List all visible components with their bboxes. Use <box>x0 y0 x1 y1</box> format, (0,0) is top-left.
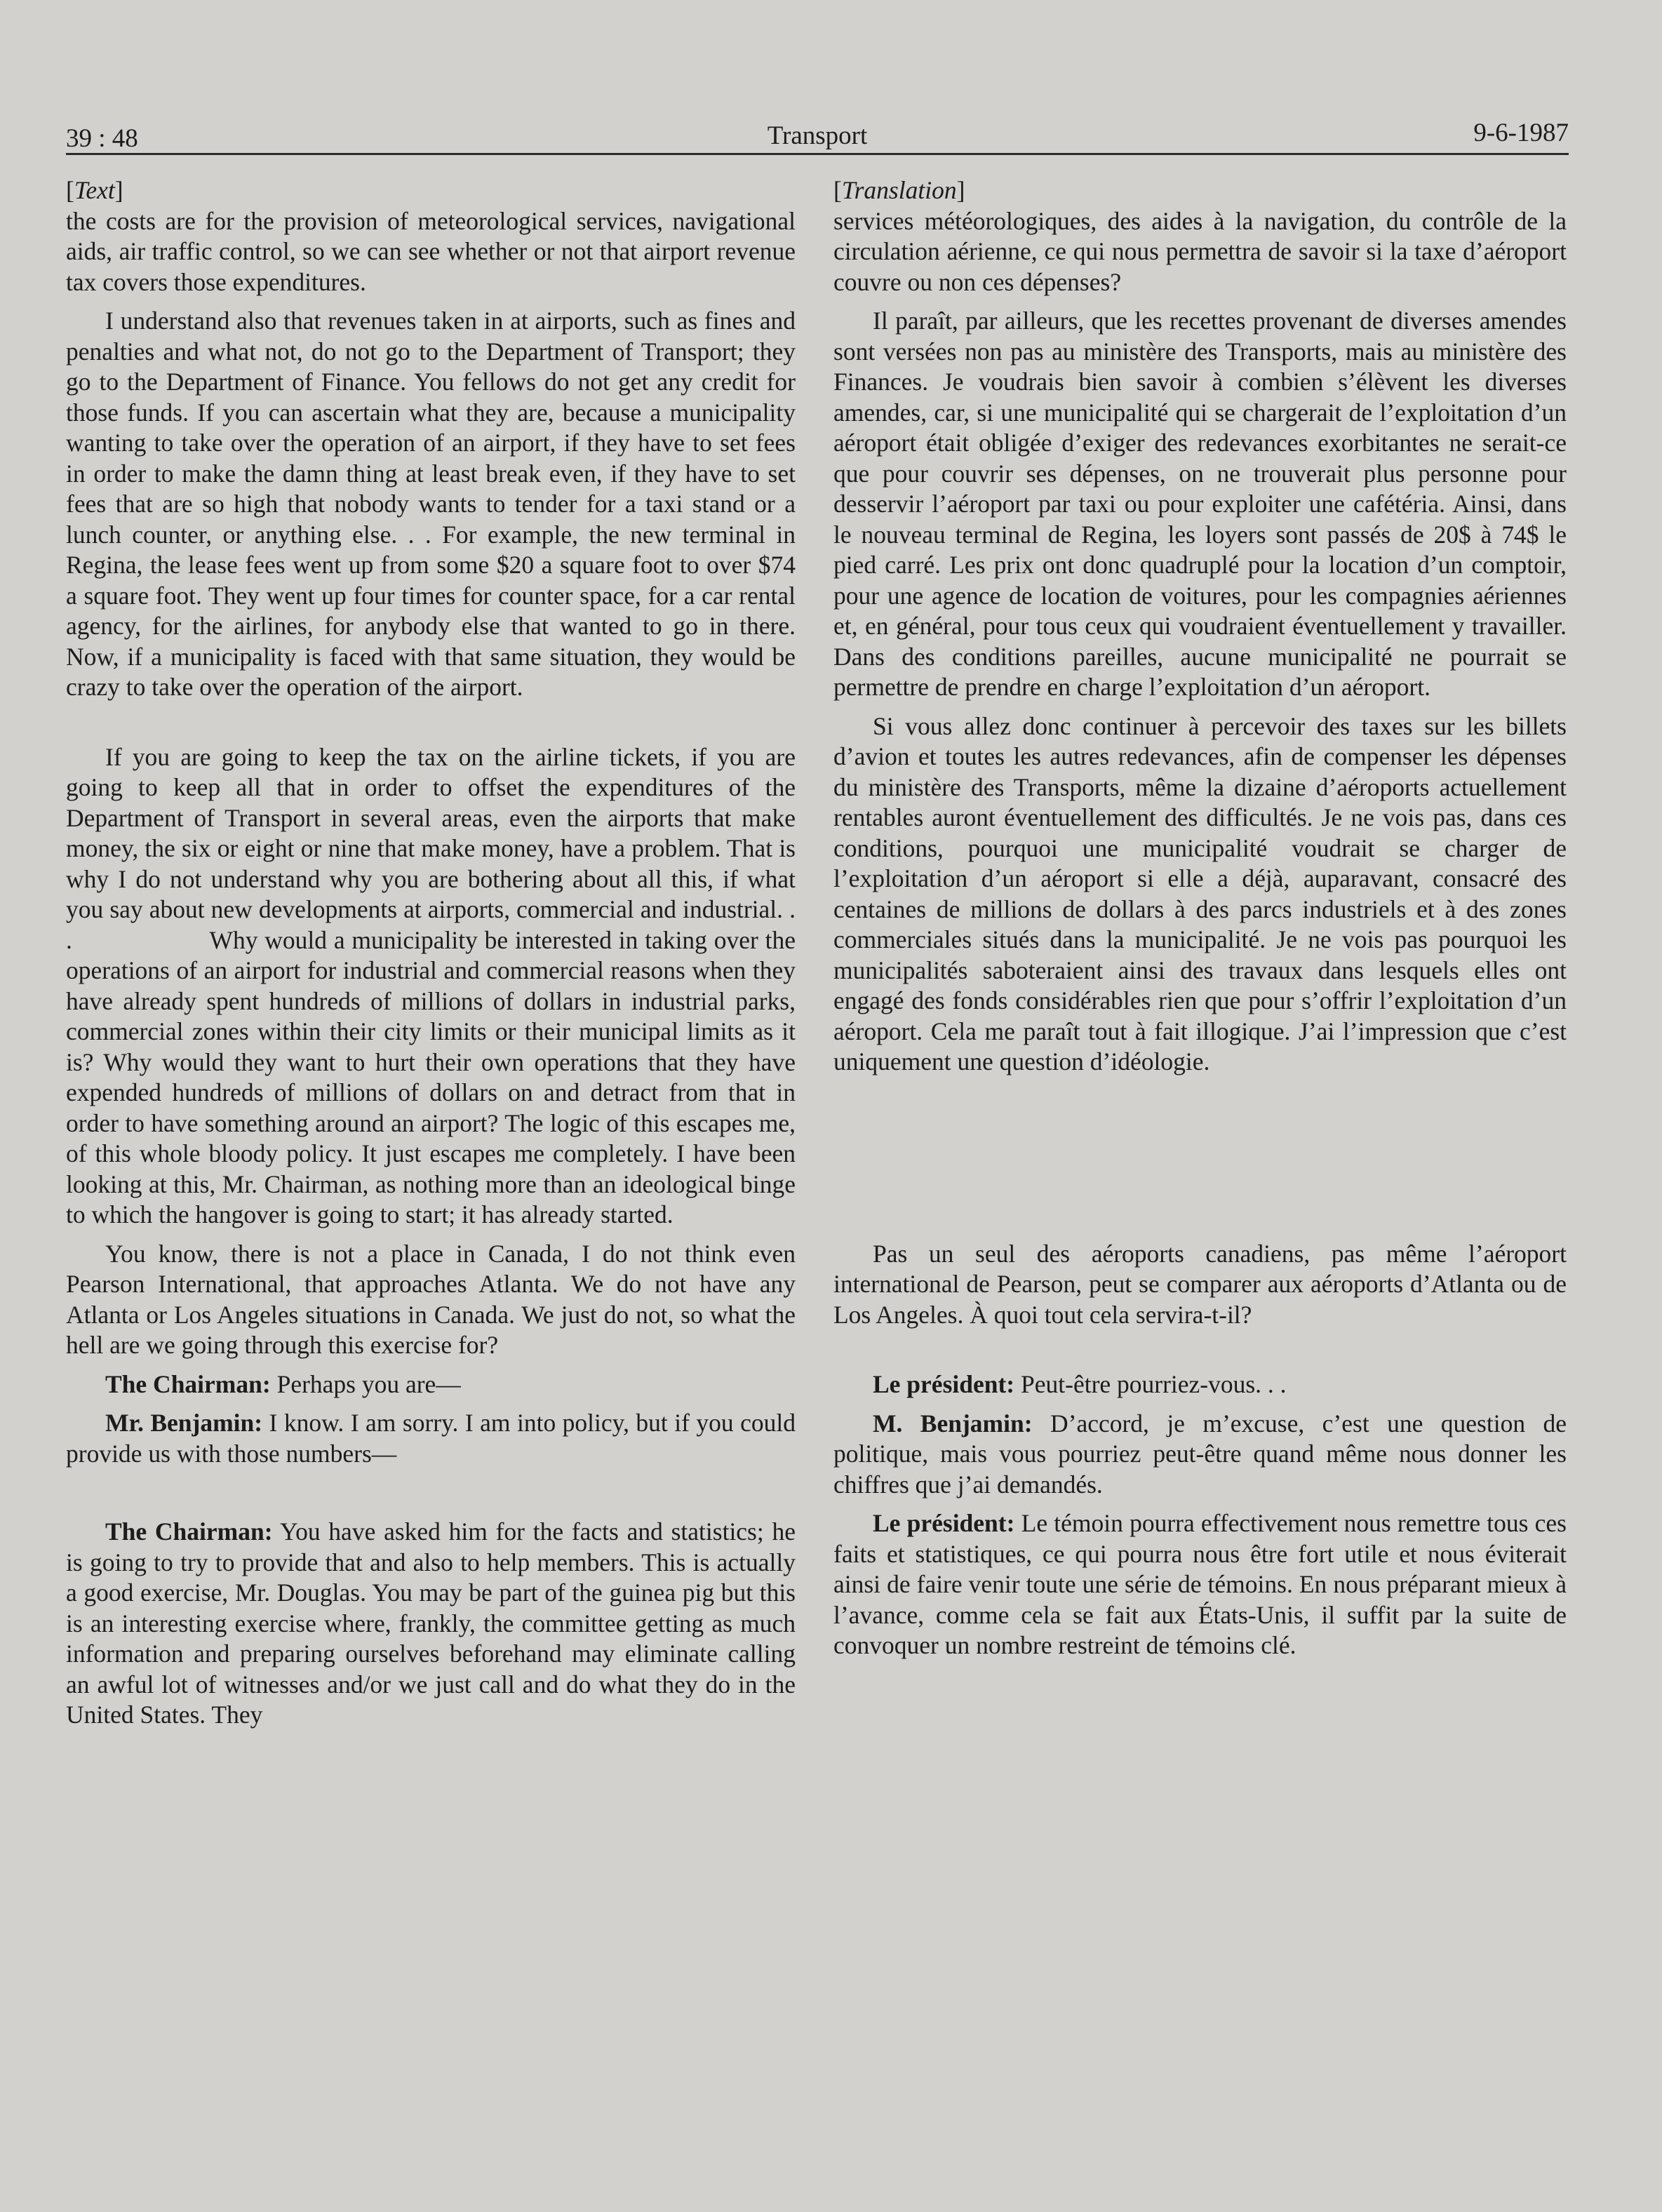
paragraph: I understand also that revenues taken in at airports, such as fines and penalties and what not, do not go to the Department of Transport; they go to the Department of Finance. You fellows do not get any credit for those funds. If you can ascertain what they are, because a municipality wanting to take over the operation of an airport, if they have to set fees in order to make the damn thing at least break even, if they have to set fees that are so high that nobody wants to tender for a taxi stand or a lunch counter, or anything else. . . For example, the new terminal in Regina, the lease fees went up from some $20 a square foot to over $74 a square foot. They went up four times for counter space, for a car rental agency, for the airlines, for anybody else that wanted to go in there. Now, if a municipality is faced with that same situation, they would be crazy to take over the operation of the airport. <box>66 307 796 701</box>
paragraph: Il paraît, par ailleurs, que les recettes provenant de diverses amendes sont versées non pas au ministère des Transports, mais au ministère des Finances. Je voudrais bien savoir à combien s’élèvent les diverses amendes, car, si une municipalité qui se chargerait de l’exploitation d’un aéroport était obligée d’exiger des redevances exorbitantes ne serait-ce que pour couvrir ses dépenses, on ne trouverait plus personne pour desservir l’aéroport par taxi ou pour exploiter une cafétéria. Ainsi, dans le nouveau terminal de Regina, les loyers sont passés de 20$ à 74$ le pied carré. Les prix ont donc quadruplé pour la location d’un comptoir, pour une agence de location de voitures, pour les compagnies aériennes et, en général, pour tous ceux qui voudraient éventuellement y travailler. Dans des conditions pareilles, aucune municipalité ne pourrait se permettre de prendre en charge l’exploitation d’un aéroport. <box>833 307 1567 701</box>
paragraph: services météorologiques, des aides à la navigation, du contrôle de la circulation aérienne, ce qui nous permettra de savoir si la taxe d’aéroport couvre ou non ces dépenses? <box>833 206 1567 296</box>
speaker-name: The Chairman: <box>105 1517 273 1546</box>
header-rule <box>66 153 1569 155</box>
language-tag: [Translation] <box>833 176 965 204</box>
speech <box>833 1369 1567 1400</box>
running-title: Transport <box>767 121 868 150</box>
spacer <box>833 1330 1567 1361</box>
spacer <box>66 703 796 734</box>
speech <box>833 1508 1567 1661</box>
paragraph: Pas un seul des aéroports canadiens, pas même l’aéroport international de Pearson, peut se comparer aux aéroports d’Atlanta ou de Los Angeles. À quoi tout cela servira-t-il? <box>833 1239 1567 1329</box>
speech-text: I know. I am sorry. I am into policy, but if you could provide us with those numbers— <box>66 1409 796 1468</box>
language-tag: [Text] <box>66 176 123 204</box>
speaker-name: M. Benjamin: <box>873 1409 1033 1437</box>
speaker-name: Le président: <box>873 1370 1015 1398</box>
paragraph: You know, there is not a place in Canada, I do not think even Pearson International, that approaches Atlanta. We do not have any Atlanta or Los Angeles situations in Canada. We just do not, so what the hell are we going through this exercise for? <box>66 1239 796 1359</box>
speaker-name: Mr. Benjamin: <box>105 1409 263 1437</box>
language-tag-text: Translation <box>841 176 957 204</box>
paragraph: Si vous allez donc continuer à percevoir des taxes sur les billets d’avion et toutes les autres redevances, afin de compenser les dépenses du ministère des Transports, même la dizaine d’aéroports actuellement rentables auront éventuellement des difficultés. Je ne vois pas, dans ces conditions, pourquoi une municipalité voudrait se charger de l’exploitation d’un aéroport si elle a déjà, auparavant, consacré des centaines de millions de dollars à des parcs industriels et à des zones commerciales situés dans la municipalité. Je ne vois pas pourquoi les municipalités saboteraient ainsi des travaux dans lesquels elles ont engagé des fonds considérables rien que pour s’offrir l’exploitation d’un aéroport. Cela me paraît tout à fait illogique. J’ai l’impression que c’est uniquement une question d’idéologie. <box>833 711 1567 1075</box>
issue-date: 9-6-1987 <box>1473 119 1569 147</box>
spacer <box>833 1078 1567 1231</box>
page-header <box>66 118 1569 153</box>
french-column <box>833 175 1567 1661</box>
paragraph: the costs are for the provision of meteorological services, navigational aids, air traffic control, so we can see whether or not that airport revenue tax covers those expenditures. <box>66 206 796 296</box>
speech <box>66 1369 796 1400</box>
english-column <box>66 175 802 1731</box>
speaker-name: Le président: <box>873 1509 1015 1537</box>
language-tag-text: Text <box>74 176 115 204</box>
speech-text: Peut-être pourriez-vous. . . <box>1014 1370 1287 1398</box>
speech-text: Perhaps you are— <box>270 1369 461 1398</box>
speech-text: You have asked him for the facts and statistics; he is going to try to provide that and also to help members. This is actually a good exercise, Mr. Douglas. You may be part of the guinea pig but this is an interesting exercise where, frankly, the committee getting as much information and preparing ourselves beforehand may eliminate calling an awful lot of witnesses and/or we just call and do what they do in the United States. They <box>66 1517 796 1729</box>
speech <box>66 1517 796 1731</box>
speech <box>66 1408 796 1469</box>
speech-text: D’accord, je m’excuse, c’est une question de politique, mais vous pourriez peut-être quand même nous donner les chiffres que j’ai demandés. <box>833 1409 1567 1499</box>
speech-text: Le témoin pourra effectivement nous remettre tous ces faits et statistiques, ce qui pourra nous être fort utile et nous éviterait ainsi de faire venir toute une série de témoins. En nous préparant mieux à l’avance, comme cela se fait aux États-Unis, il suffit par la suite de convoquer un nombre restreint de témoins clé. <box>833 1509 1567 1659</box>
paragraph: If you are going to keep the tax on the airline tickets, if you are going to keep all that in order to offset the expenditures of the Department of Transport in several areas, even the airports that make money, the six or eight or nine that make money, have a problem. That is why I do not understand why you are bothering about all this, if what you say about new developments at airports, commercial and industrial. . . Why would a municipality be interested in taking over the operations of an airport for industrial and commercial reasons when they have already spent hundreds of millions of dollars in industrial parks, commercial zones within their city limits or their municipal limits as it is? Why would they want to hurt their own operations that they have expended hundreds of millions of dollars on and detract from that in order to have something around an airport? The logic of this escapes me, of this whole bloody policy. It just escapes me completely. I have been looking at this, Mr. Chairman, as nothing more than an ideological binge to which the hangover is going to start; it has already started. <box>66 742 802 1228</box>
speech <box>833 1409 1567 1501</box>
spacer <box>66 1469 796 1508</box>
speaker-name: The Chairman: <box>105 1369 271 1398</box>
page-number: 39 : 48 <box>66 124 138 153</box>
